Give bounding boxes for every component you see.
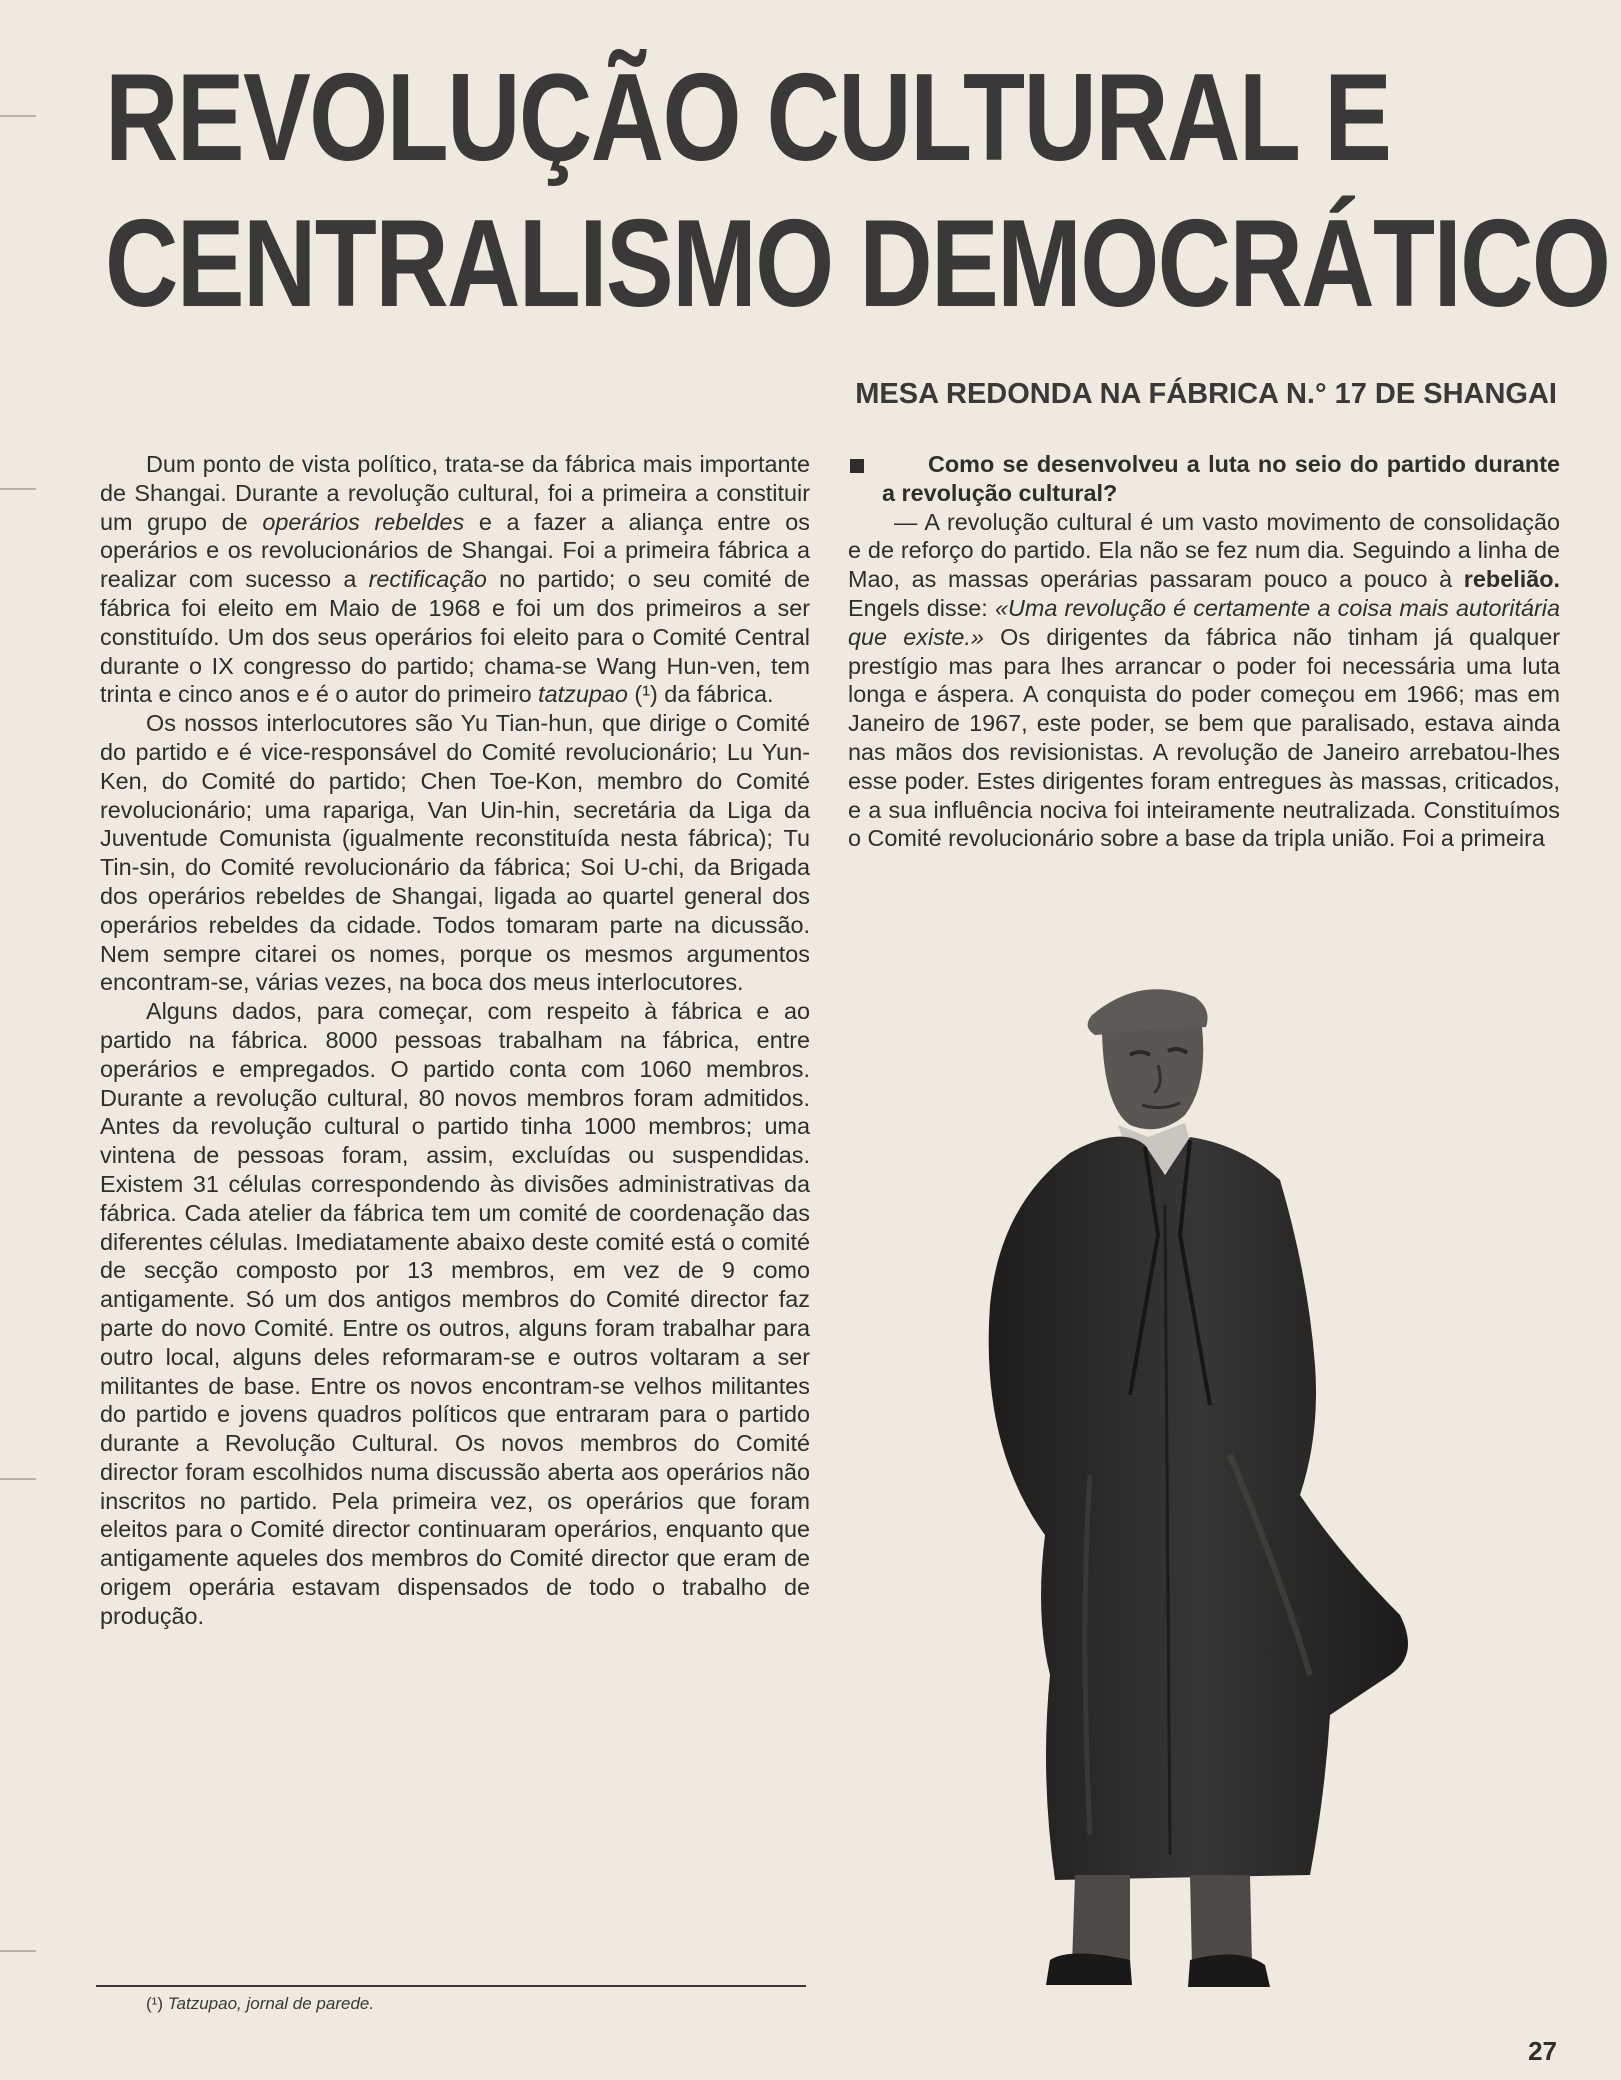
spine-mark: [0, 1478, 36, 1480]
article-title: [105, 45, 1610, 337]
footnote: [146, 1994, 374, 2014]
paragraph-interlocutors: Os nossos interlocutores são Yu Tian-hun, que dirige o Comité do partido e é vice-responsável do Comité revolucionário; Lu Yun-Ken, do Comité do partido; Chen Toe-Kon, membro do Comité revolucionário; uma rapariga, Van Uin-hin, secretária da Liga da Juventude Comunista (igualmente reconstituída nesta fábrica); Tu Tin-sin, do Comité revolucionário da fábrica; Soi U-chi, da Brigada dos operários rebeldes de Shangai, ligada ao quartel general dos operários rebeldes da cidade. Todos tomaram parte na dicussão. Nem sempre citarei os nomes, porque os mesmos argumentos encontram-se, várias vezes, na boca dos meus interlocutores.: [100, 710, 810, 996]
text-run: no partido; o seu comité de fábrica foi eleito em Maio de 1968 e foi um dos primeiros a ser constituído. Um dos seus operários foi eleito para o Comité Central durante o IX congresso do partido; chama-se Wang Hun-ven, tem trinta e cinco anos e é o autor do primeiro: [100, 566, 810, 708]
spine-mark: [0, 1950, 36, 1952]
text-run: — A revolução cultural é um vasto movimento de consolidação e de reforço do partido. Ela não se fez num dia. Seguindo a linha de Mao, as massas operárias passaram pouco a pouco à: [848, 508, 1560, 593]
page-number: 27: [1528, 2036, 1557, 2066]
footnote-text: Tatzupao, jornal de parede.: [167, 1994, 375, 2013]
text-run: (¹) da fábrica.: [627, 681, 774, 708]
spine-mark: [0, 488, 36, 490]
interview-question: [848, 450, 1560, 508]
right-column: [848, 450, 1560, 853]
footnote-marker: (¹): [146, 1994, 163, 2013]
footnote-rule: [96, 1985, 806, 1987]
title-line-2: CENTRALISMO DEMOCRÁTICO: [105, 195, 1610, 333]
text-run: Os dirigentes da fábrica não tinham já qualquer prestígio mas para lhes arrancar o poder foi necessária uma luta longa e áspera. A conquista do poder começou em 1966; mas em Janeiro de 1967, este poder, se bem que paralisado, estava ainda nas mãos dos revisionistas. A revolução de Janeiro arrebatou-lhes esse poder. Estes dirigentes foram entregues às massas, criticados, e a sua influência nociva foi inteiramente neutralizada. Constituímos o Comité revolucionário sobre a base da tripla união. Foi a primeira: [848, 623, 1561, 852]
quote-text: «Uma revolução é certamente a coisa mais autoritária que existe.»: [848, 594, 1560, 650]
text-run: Engels disse:: [848, 594, 995, 621]
photo-standing-man: [980, 975, 1430, 1995]
bold-text: rebelião.: [1463, 566, 1560, 593]
article-subtitle: MESA REDONDA NA FÁBRICA N.° 17 DE SHANGAI: [855, 378, 1557, 410]
square-bullet-icon: [850, 459, 864, 473]
title-line-1: REVOLUÇÃO CULTURAL E: [105, 49, 1391, 187]
spine-mark: [0, 115, 36, 117]
left-column: [100, 450, 810, 1631]
emphasis-text: operários rebeldes: [262, 508, 465, 535]
emphasis-text: tatzupao: [538, 681, 628, 708]
interview-answer: [848, 508, 1560, 854]
question-text: Como se desenvolveu a luta no seio do partido durante a revolução cultural?: [882, 451, 1560, 506]
text-run: e a fazer a aliança entre os operários e os revolucionários de Shangai. Foi a primeira fábrica a realizar com sucesso a: [100, 508, 810, 593]
text-run: Dum ponto de vista político, trata-se da fábrica mais importante de Shangai. Durante a revolução cultural, foi a primeira a constituir um grupo de: [100, 451, 810, 535]
paragraph-intro: [100, 450, 810, 709]
paragraph-data: Alguns dados, para começar, com respeito à fábrica e ao partido na fábrica. 8000 pessoas trabalham na fábrica, entre operários e empregados. O partido conta com 1060 membros. Durante a revolução cultural, 80 novos membros foram admitidos. Antes da revolução cultural o partido tinha 1000 membros; uma vintena de pessoas foram, assim, excluídas ou suspendidas. Existem 31 células correspondendo às divisões administrativas da fábrica. Cada atelier da fábrica tem um comité de coordenação das diferentes células. Imediatamente abaixo deste comité está o comité de secção composto por 13 membros, em vez de 9 como antigamente. Só um dos antigos membros do Comité director faz parte do novo Comité. Entre os outros, alguns foram trabalhar para outro local, alguns deles reformaram-se e outros voltaram a ser militantes de base. Entre os novos encontram-se velhos militantes do partido e jovens quadros políticos que entraram para o partido durante a Revolução Cultural. Os novos membros do Comité director foram escolhidos numa discussão aberta aos operários não inscritos no partido. Pela primeira vez, os operários que foram eleitos para o Comité director continuaram operários, enquanto que antigamente aqueles dos membros do Comité director que eram de origem operária estavam dispensados de todo o trabalho de produção.: [100, 998, 810, 1629]
emphasis-text: rectificação: [368, 566, 487, 593]
